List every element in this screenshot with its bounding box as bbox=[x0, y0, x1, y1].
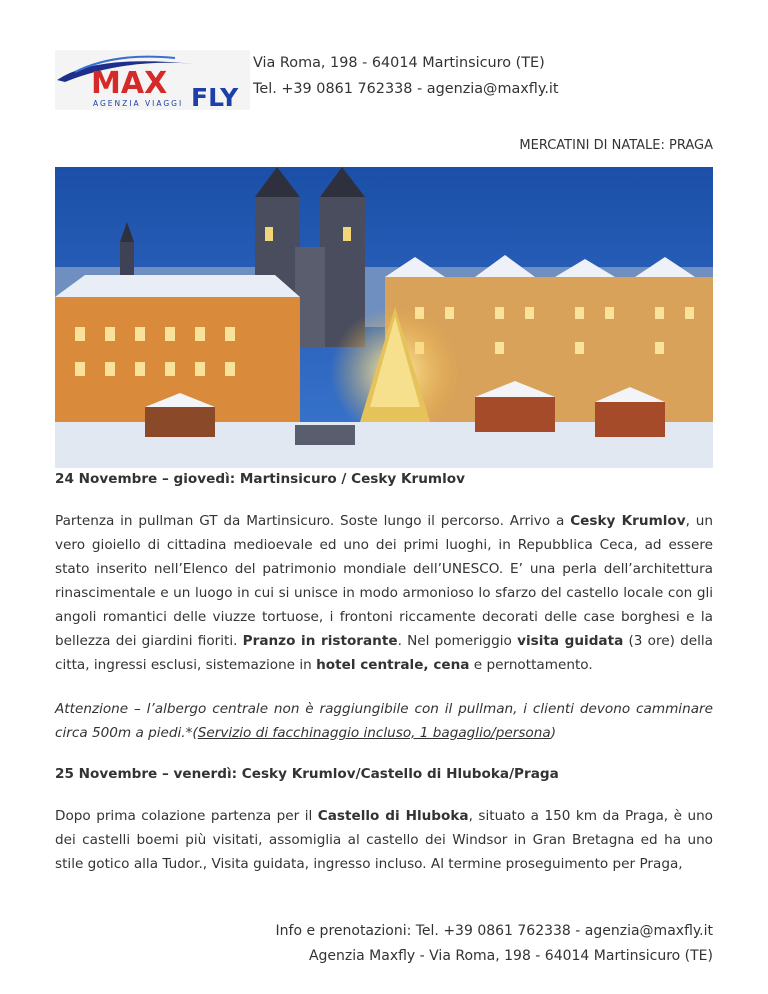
day1-note bbox=[55, 697, 713, 745]
prague-christmas-market-image bbox=[55, 167, 713, 468]
header-address: Via Roma, 198 - 64014 Martinsicuro (TE) bbox=[253, 55, 545, 71]
day1-text: . Nel pomeriggio bbox=[397, 633, 518, 649]
footer-info: Info e prenotazioni: Tel. +39 0861 762338 - agenzia@maxfly.it bbox=[275, 923, 713, 939]
note-underlined: Servizio di facchinaggio incluso, 1 bagaglio/persona bbox=[197, 725, 551, 741]
maxfly-logo bbox=[55, 50, 250, 110]
day1-text: (3 ore) della citta, ingressi esclusi, sistemazione in bbox=[55, 633, 713, 673]
logo-max: MAX bbox=[91, 66, 168, 101]
day1-text: e pernottamento. bbox=[469, 657, 593, 673]
day1-bold-pranzo: Pranzo in ristorante bbox=[242, 633, 398, 649]
page-title: MERCATINI DI NATALE: PRAGA bbox=[519, 138, 713, 153]
itinerary-content bbox=[55, 470, 713, 876]
day1-text: , un vero gioiello di cittadina medioevale ed uno dei primi luoghi, in Repubblica Ceca, ad essere stato inserito nell’Elenco del patrimonio mondiale dell’UNESCO. E’ una perla dell’architettura rinascimentale e un luogo in cui si unisce in modo armonioso lo sfarzo del castello locale con gli angoli romantici delle viuzze tortuose, i frontoni riccamente decorati delle case borghesi e la bellezza dei giardini fioriti. bbox=[55, 513, 713, 649]
day1-heading: 24 Novembre – giovedì: Martinsicuro / Cesky Krumlov bbox=[55, 471, 465, 487]
footer bbox=[276, 919, 713, 969]
day1-bold-cesky: Cesky Krumlov bbox=[570, 513, 686, 529]
logo-tagline: AGENZIA VIAGGI bbox=[93, 99, 184, 108]
day2-heading: 25 Novembre – venerdì: Cesky Krumlov/Castello di Hluboka/Praga bbox=[55, 766, 559, 782]
day1-bold-hotel: hotel centrale, cena bbox=[316, 657, 470, 673]
day1-text: Partenza in pullman GT da Martinsicuro. Soste lungo il percorso. Arrivo a bbox=[55, 513, 571, 529]
header-contact bbox=[253, 50, 559, 102]
day2-paragraph bbox=[55, 804, 713, 876]
logo-fly: FLY bbox=[191, 83, 239, 110]
header-phone-email: Tel. +39 0861 762338 - agenzia@maxfly.it bbox=[253, 81, 559, 97]
day1-bold-visita: visita guidata bbox=[517, 633, 624, 649]
day1-paragraph bbox=[55, 509, 713, 677]
footer-address: Agenzia Maxfly - Via Roma, 198 - 64014 Martinsicuro (TE) bbox=[308, 948, 713, 964]
note-text: ) bbox=[550, 725, 556, 741]
note-text: Attenzione – l’albergo centrale non è raggiungibile con il pullman, i clienti devono camminare circa 500m a piedi.*( bbox=[55, 701, 713, 741]
day2-text: Dopo prima colazione partenza per il bbox=[55, 808, 318, 824]
day2-bold-hluboka: Castello di Hluboka bbox=[317, 808, 469, 824]
day2-text: , situato a 150 km da Praga, è uno dei castelli boemi più visitati, assomiglia al castello dei Windsor in Gran Bretagna ed ha uno stile gotico alla Tudor., Visita guidata, ingresso incluso. Al termine proseguimento per Praga, bbox=[55, 808, 713, 872]
